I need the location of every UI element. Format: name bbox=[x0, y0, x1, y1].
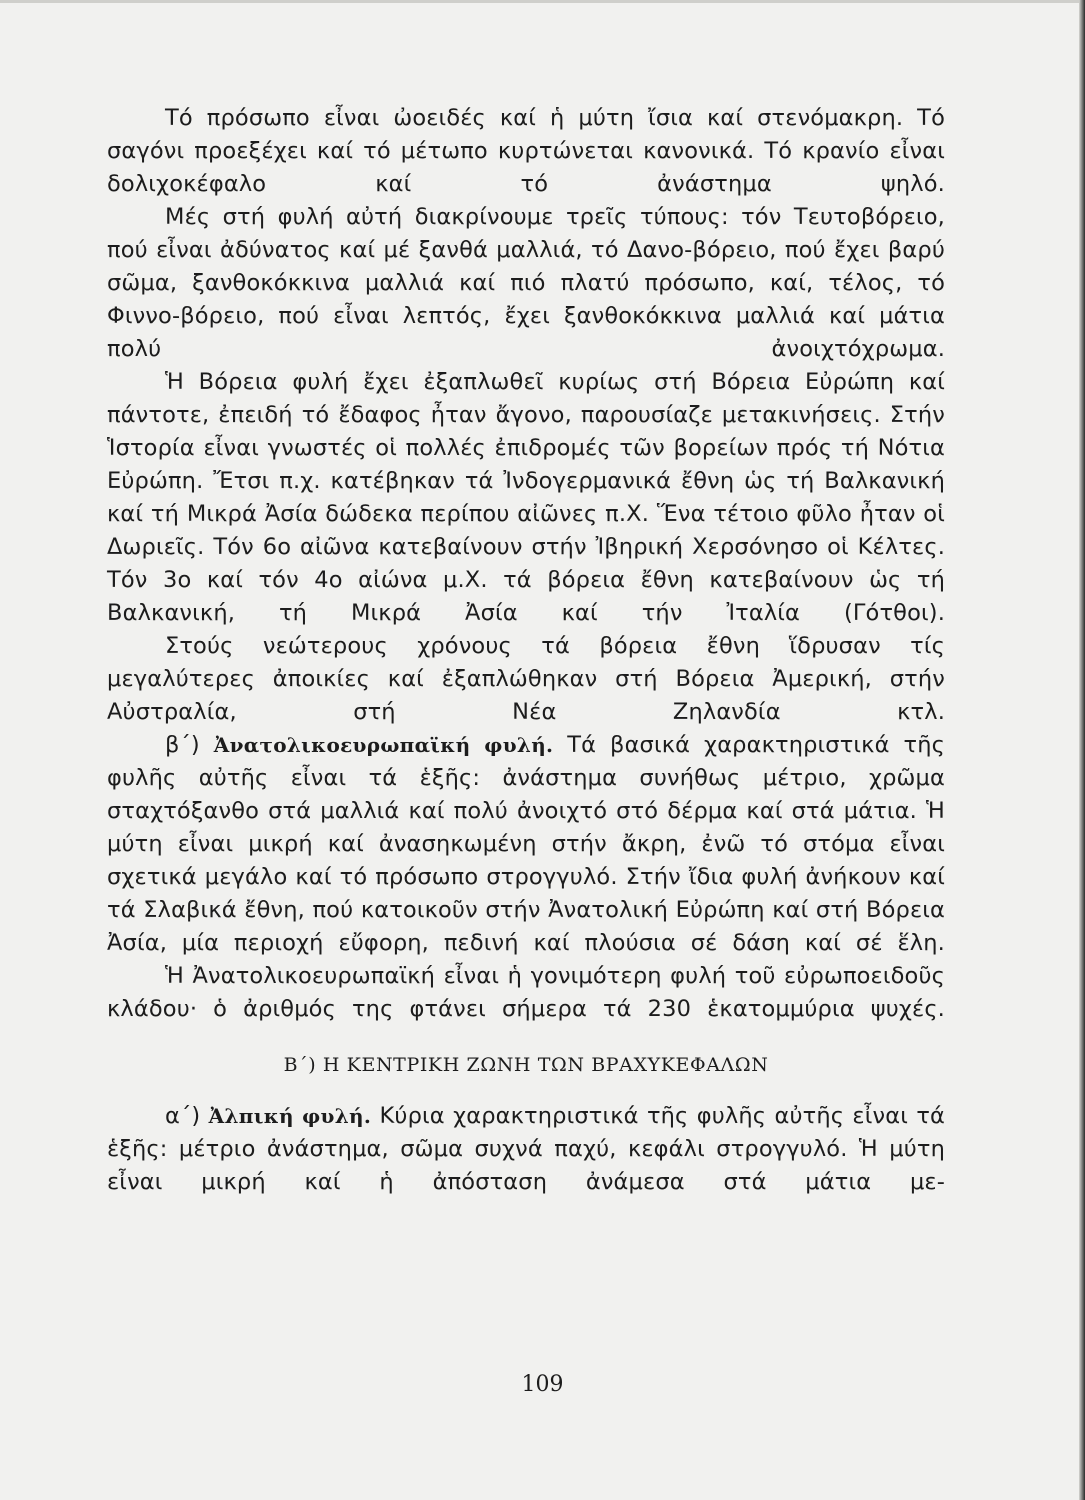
paragraph-northern-migrations: Ἡ Βόρεια φυλή ἔχει ἐξαπλωθεῖ κυρίως στή Βόρεια Εὐρώπη καί πάντοτε, ἐπειδή τό ἔδαφος ἦταν ἄγονο, παρουσίαζε μετακινήσεις. Στήν Ἱστορία εἶναι γνωστές οἱ πολλές ἐπιδρομές τῶν βορείων πρός τή Νότια Εὐρώπη. Ἔτσι π.χ. κατέβηκαν τά Ἰνδογερμανικά ἔθνη ὡς τή Βαλκανική καί τή Μικρά Ἀσία δώδεκα περίπου αἰῶνες π.Χ. Ἕνα τέτοιο φῦλο ἦταν οἱ Δωριεῖς. Τόν 6ο αἰῶνα κατεβαίνουν στήν Ἰβηρική Χερσόνησο οἱ Κέλτες. Τόν 3ο καί τόν 4ο αἰώνα μ.Χ. τά βόρεια ἔθνη κατεβαίνουν ὡς τή Βαλκανική, τή Μικρά Ἀσία καί τήν Ἰταλία (Γότθοι). bbox=[107, 369, 945, 626]
paragraph-face-description: Τό πρόσωπο εἶναι ὠοειδές καί ἡ μύτη ἴσια καί στενόμακρη. Τό σαγόνι προεξέχει καί τό μέτωπο κυρτώνεται κανονικά. Τό κρανίο εἶναι δολιχοκέφαλο καί τό ἀνάστημα ψηλό. bbox=[107, 105, 945, 197]
paragraph-alpine-text: Κύρια χαρακτηριστικά τῆς φυλῆς αὐτῆς εἶναι τά ἑξῆς: μέτριο ἀνάστημα, σῶμα συχνά παχύ, κεφάλι στρογγυλό. Ἡ μύτη εἶναι μικρή καί ἡ ἀπόσταση ἀνάμεσα στά μάτια με- bbox=[107, 1103, 945, 1195]
paragraph-eastern-european-text: Τά βασικά χαρακτηριστικά τῆς φυλῆς αὐτῆς εἶναι τά ἑξῆς: ἀνάστημα συνήθως μέτριο, χρῶμα σταχτόξανθο στά μαλλιά καί πολύ ἀνοιχτό στό δέρμα καί στά μάτια. Ἡ μύτη εἶναι μικρή καί ἀνασηκωμένη στήν ἄκρη, ἐνῶ τό στόμα εἶναι σχετικά μεγάλο καί τό πρόσωπο στρογγυλό. Στήν ἴδια φυλή ἀνήκουν καί τά Σλαβικά ἔθνη, πού κατοικοῦν στήν Ἀνατολική Εὐρώπη καί στή Βόρεια Ἀσία, μία περιοχή εὔφορη, πεδινή καί πλούσια σέ δάση καί σέ ἕλη. bbox=[107, 732, 945, 956]
section-title-central-zone: Β΄) Η ΚΕΝΤΡΙΚΗ ΖΩΝΗ ΤΩΝ ΒΡΑΧΥΚΕΦΑΛΩΝ bbox=[283, 1054, 769, 1076]
term-eastern-european-race: Ἀνατολικοευρωπαϊκή φυλή. bbox=[213, 733, 554, 757]
page-binding-edge bbox=[1079, 0, 1085, 1500]
paragraph-three-types: Μές στή φυλή αὐτή διακρίνουμε τρεῖς τύπους: τόν Τευτοβόρειο, πού εἶναι ἀδύνατος καί μέ ξανθά μαλλιά, τό Δανο-βόρειο, πού ἔχει βαρύ σῶμα, ξανθοκόκκινα μαλλιά καί πιό πλατύ πρόσωπο, καί, τέλος, τό Φιννο-βόρειο, πού εἶναι λεπτός, ἔχει ξανθοκόκκινα μαλλιά καί μάτια πολύ ἀνοιχτόχρωμα. bbox=[107, 204, 945, 362]
list-marker-beta: β΄) bbox=[165, 732, 200, 758]
page-top-edge bbox=[0, 0, 1085, 3]
page-body bbox=[107, 102, 945, 1199]
paragraph-population: Ἡ Ἀνατολικοευρωπαϊκή εἶναι ἡ γονιμότερη φυλή τοῦ εὐρωποειδοῦς κλάδου· ὁ ἀριθμός της φτάνει σήμερα τά 230 ἑκατομμύρια ψυχές. bbox=[107, 963, 945, 1022]
paragraph-eastern-european-race bbox=[107, 729, 945, 960]
paragraph-modern-colonies: Στούς νεώτερους χρόνους τά βόρεια ἔθνη ἵδρυσαν τίς μεγαλύτερες ἀποικίες καί ἐξαπλώθηκαν στή Βόρεια Ἀμερική, στήν Αὐστραλία, στή Νέα Ζηλανδία κτλ. bbox=[107, 633, 945, 725]
page-number: 109 bbox=[521, 1372, 564, 1397]
paragraph-alpine-race bbox=[107, 1100, 945, 1199]
list-marker-alpha: α΄) bbox=[165, 1103, 201, 1129]
term-alpine-race: Ἀλπική φυλή. bbox=[208, 1104, 372, 1128]
